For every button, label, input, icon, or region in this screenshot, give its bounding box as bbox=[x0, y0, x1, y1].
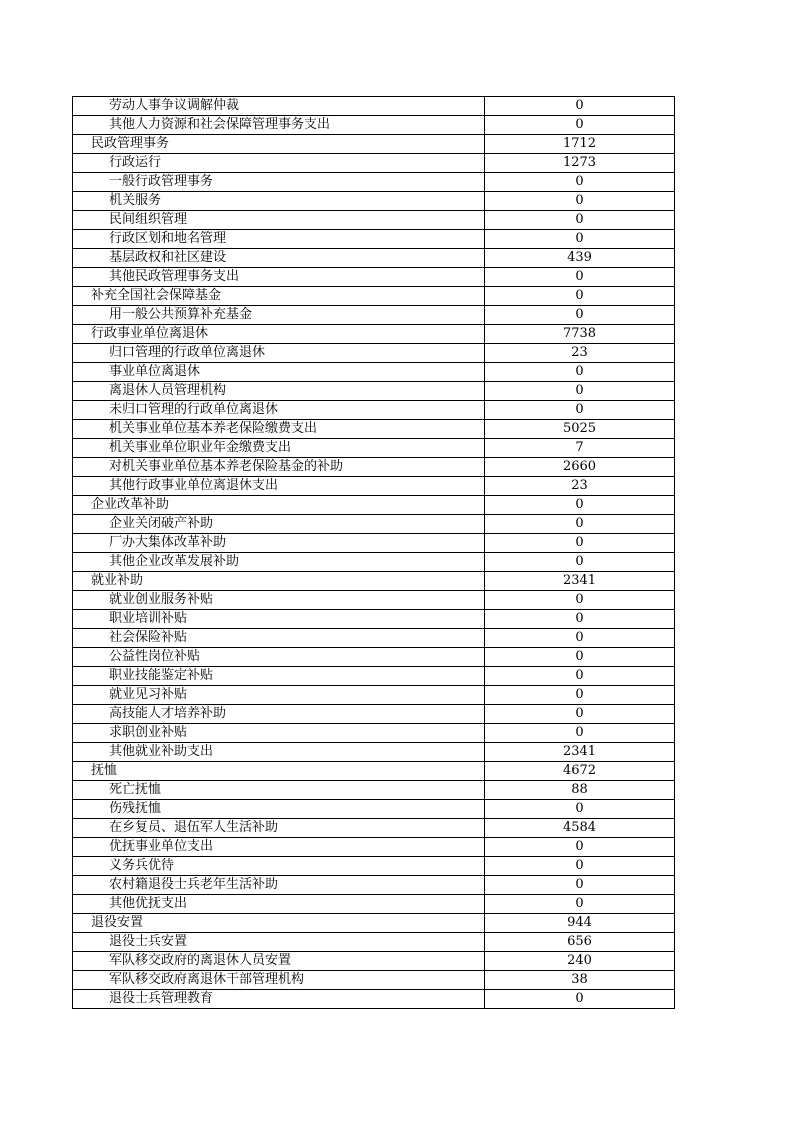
table-row bbox=[73, 97, 675, 116]
item-name-cell: 高技能人才培养补助 bbox=[73, 705, 485, 724]
table-row bbox=[73, 876, 675, 895]
item-name-cell: 义务兵优待 bbox=[73, 857, 485, 876]
item-name-cell: 行政区划和地名管理 bbox=[73, 230, 485, 249]
amount-cell: 23 bbox=[485, 477, 675, 496]
item-name-cell: 事业单位离退休 bbox=[73, 363, 485, 382]
item-name-cell: 在乡复员、退伍军人生活补助 bbox=[73, 819, 485, 838]
amount-cell: 0 bbox=[485, 857, 675, 876]
item-name-cell: 公益性岗位补贴 bbox=[73, 648, 485, 667]
category-name-cell: 抚恤 bbox=[73, 762, 485, 781]
table-row bbox=[73, 648, 675, 667]
amount-cell: 2660 bbox=[485, 458, 675, 477]
item-name-cell: 军队移交政府离退休干部管理机构 bbox=[73, 971, 485, 990]
table-row bbox=[73, 686, 675, 705]
amount-cell: 0 bbox=[485, 515, 675, 534]
amount-cell: 0 bbox=[485, 838, 675, 857]
table-row bbox=[73, 857, 675, 876]
item-name-cell: 退役士兵管理教育 bbox=[73, 990, 485, 1009]
amount-cell: 656 bbox=[485, 933, 675, 952]
table-row bbox=[73, 135, 675, 154]
item-name-cell: 军队移交政府的离退休人员安置 bbox=[73, 952, 485, 971]
item-name-cell: 机关服务 bbox=[73, 192, 485, 211]
amount-cell: 88 bbox=[485, 781, 675, 800]
table-row bbox=[73, 667, 675, 686]
table-row bbox=[73, 325, 675, 344]
item-name-cell: 其他企业改革发展补助 bbox=[73, 553, 485, 572]
amount-cell: 0 bbox=[485, 382, 675, 401]
item-name-cell: 优抚事业单位支出 bbox=[73, 838, 485, 857]
item-name-cell: 求职创业补贴 bbox=[73, 724, 485, 743]
item-name-cell: 对机关事业单位基本养老保险基金的补助 bbox=[73, 458, 485, 477]
item-name-cell: 就业见习补贴 bbox=[73, 686, 485, 705]
amount-cell: 7 bbox=[485, 439, 675, 458]
amount-cell: 0 bbox=[485, 705, 675, 724]
table-row bbox=[73, 211, 675, 230]
item-name-cell: 就业创业服务补贴 bbox=[73, 591, 485, 610]
table-row bbox=[73, 705, 675, 724]
table-row bbox=[73, 363, 675, 382]
amount-cell: 1273 bbox=[485, 154, 675, 173]
table-row bbox=[73, 154, 675, 173]
table-row bbox=[73, 724, 675, 743]
expenditure-table bbox=[72, 96, 675, 1009]
category-name-cell: 补充全国社会保障基金 bbox=[73, 287, 485, 306]
table-row bbox=[73, 192, 675, 211]
item-name-cell: 其他民政管理事务支出 bbox=[73, 268, 485, 287]
table-row bbox=[73, 477, 675, 496]
item-name-cell: 民间组织管理 bbox=[73, 211, 485, 230]
table-row bbox=[73, 116, 675, 135]
item-name-cell: 基层政权和社区建设 bbox=[73, 249, 485, 268]
amount-cell: 7738 bbox=[485, 325, 675, 344]
table-row bbox=[73, 458, 675, 477]
item-name-cell: 行政运行 bbox=[73, 154, 485, 173]
table-row bbox=[73, 344, 675, 363]
amount-cell: 0 bbox=[485, 591, 675, 610]
amount-cell: 0 bbox=[485, 401, 675, 420]
table-row bbox=[73, 439, 675, 458]
amount-cell: 0 bbox=[485, 553, 675, 572]
table-row bbox=[73, 496, 675, 515]
amount-cell: 0 bbox=[485, 686, 675, 705]
table-row bbox=[73, 952, 675, 971]
item-name-cell: 一般行政管理事务 bbox=[73, 173, 485, 192]
table-row bbox=[73, 572, 675, 591]
item-name-cell: 社会保险补贴 bbox=[73, 629, 485, 648]
item-name-cell: 机关事业单位职业年金缴费支出 bbox=[73, 439, 485, 458]
item-name-cell: 其他优抚支出 bbox=[73, 895, 485, 914]
table-row bbox=[73, 629, 675, 648]
table-body bbox=[73, 97, 675, 1009]
table-row bbox=[73, 800, 675, 819]
table-row bbox=[73, 591, 675, 610]
amount-cell: 0 bbox=[485, 610, 675, 629]
item-name-cell: 企业关闭破产补助 bbox=[73, 515, 485, 534]
table-row bbox=[73, 306, 675, 325]
table-row bbox=[73, 838, 675, 857]
amount-cell: 0 bbox=[485, 363, 675, 382]
item-name-cell: 职业技能鉴定补贴 bbox=[73, 667, 485, 686]
amount-cell: 0 bbox=[485, 496, 675, 515]
table-row bbox=[73, 762, 675, 781]
item-name-cell: 其他人力资源和社会保障管理事务支出 bbox=[73, 116, 485, 135]
category-name-cell: 行政事业单位离退休 bbox=[73, 325, 485, 344]
amount-cell: 1712 bbox=[485, 135, 675, 154]
item-name-cell: 其他就业补助支出 bbox=[73, 743, 485, 762]
amount-cell: 2341 bbox=[485, 743, 675, 762]
item-name-cell: 未归口管理的行政单位离退休 bbox=[73, 401, 485, 420]
amount-cell: 2341 bbox=[485, 572, 675, 591]
amount-cell: 0 bbox=[485, 667, 675, 686]
item-name-cell: 用一般公共预算补充基金 bbox=[73, 306, 485, 325]
table-row bbox=[73, 401, 675, 420]
table-row bbox=[73, 249, 675, 268]
item-name-cell: 厂办大集体改革补助 bbox=[73, 534, 485, 553]
amount-cell: 0 bbox=[485, 990, 675, 1009]
amount-cell: 439 bbox=[485, 249, 675, 268]
table-row bbox=[73, 743, 675, 762]
table-row bbox=[73, 895, 675, 914]
item-name-cell: 归口管理的行政单位离退休 bbox=[73, 344, 485, 363]
amount-cell: 0 bbox=[485, 648, 675, 667]
item-name-cell: 机关事业单位基本养老保险缴费支出 bbox=[73, 420, 485, 439]
amount-cell: 0 bbox=[485, 268, 675, 287]
table-row bbox=[73, 534, 675, 553]
item-name-cell: 退役士兵安置 bbox=[73, 933, 485, 952]
item-name-cell: 劳动人事争议调解仲裁 bbox=[73, 97, 485, 116]
amount-cell: 0 bbox=[485, 306, 675, 325]
amount-cell: 0 bbox=[485, 211, 675, 230]
table-row bbox=[73, 230, 675, 249]
item-name-cell: 其他行政事业单位离退休支出 bbox=[73, 477, 485, 496]
amount-cell: 0 bbox=[485, 876, 675, 895]
category-name-cell: 退役安置 bbox=[73, 914, 485, 933]
table-row bbox=[73, 553, 675, 572]
item-name-cell: 职业培训补贴 bbox=[73, 610, 485, 629]
table-row bbox=[73, 610, 675, 629]
amount-cell: 0 bbox=[485, 173, 675, 192]
item-name-cell: 农村籍退役士兵老年生活补助 bbox=[73, 876, 485, 895]
amount-cell: 0 bbox=[485, 724, 675, 743]
table-row bbox=[73, 287, 675, 306]
amount-cell: 4584 bbox=[485, 819, 675, 838]
table-row bbox=[73, 990, 675, 1009]
table-row bbox=[73, 781, 675, 800]
table-row bbox=[73, 933, 675, 952]
category-name-cell: 民政管理事务 bbox=[73, 135, 485, 154]
table-row bbox=[73, 515, 675, 534]
table-row bbox=[73, 420, 675, 439]
amount-cell: 0 bbox=[485, 895, 675, 914]
amount-cell: 4672 bbox=[485, 762, 675, 781]
table-row bbox=[73, 819, 675, 838]
amount-cell: 0 bbox=[485, 230, 675, 249]
item-name-cell: 伤残抚恤 bbox=[73, 800, 485, 819]
amount-cell: 0 bbox=[485, 534, 675, 553]
amount-cell: 5025 bbox=[485, 420, 675, 439]
table-row bbox=[73, 382, 675, 401]
amount-cell: 944 bbox=[485, 914, 675, 933]
table-row bbox=[73, 173, 675, 192]
category-name-cell: 就业补助 bbox=[73, 572, 485, 591]
amount-cell: 0 bbox=[485, 97, 675, 116]
amount-cell: 0 bbox=[485, 287, 675, 306]
table-row bbox=[73, 268, 675, 287]
table-row bbox=[73, 971, 675, 990]
item-name-cell: 离退休人员管理机构 bbox=[73, 382, 485, 401]
table-row bbox=[73, 914, 675, 933]
amount-cell: 0 bbox=[485, 629, 675, 648]
amount-cell: 0 bbox=[485, 192, 675, 211]
amount-cell: 23 bbox=[485, 344, 675, 363]
amount-cell: 38 bbox=[485, 971, 675, 990]
category-name-cell: 企业改革补助 bbox=[73, 496, 485, 515]
amount-cell: 0 bbox=[485, 800, 675, 819]
amount-cell: 240 bbox=[485, 952, 675, 971]
item-name-cell: 死亡抚恤 bbox=[73, 781, 485, 800]
amount-cell: 0 bbox=[485, 116, 675, 135]
